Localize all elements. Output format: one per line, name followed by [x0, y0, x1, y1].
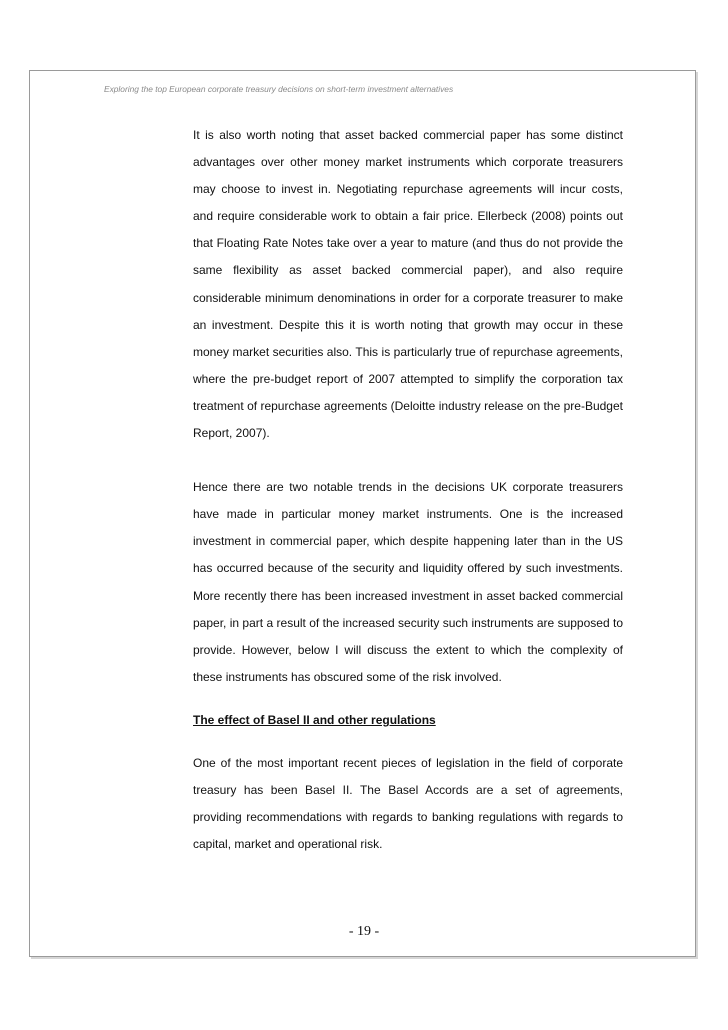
page-number: - 19 - — [348, 924, 380, 939]
body-paragraph: It is also worth noting that asset backed commercial paper has some distinct advantages over other money market instruments which corporate treasurers may choose to invest in. Negotiating repurchase agreements will incur costs, and require considerable work to obtain a fair price. Ellerbeck (2008) points out that Floating Rate Notes take over a year to mature (and thus do not provide the same flexibility as asset backed commercial paper), and also require considerable minimum denominations in order for a corporate treasurer to make an investment. Despite this it is worth noting that growth may occur in these money market securities also. This is particularly true of repurchase agreements, where the pre-budget report of 2007 attempted to simplify the corporation tax treatment of repurchase agreements (Deloitte industry release on the pre-Budget Report, 2007). — [193, 128, 623, 441]
body-paragraph: One of the most important recent pieces of legislation in the field of corporate treasury has been Basel II. The Basel Accords are a set of agreements, providing recommendations with regards to banking regulations with regards to capital, market and operational risk. — [193, 755, 623, 852]
section-heading: The effect of Basel II and other regulations — [193, 712, 436, 727]
page-body — [193, 122, 623, 858]
body-paragraph: Hence there are two notable trends in the decisions UK corporate treasurers have made in particular money market instruments. One is the increased investment in commercial paper, which despite happening later than in the US has occurred because of the security and liquidity offered by such investments. More recently there has been increased investment in asset backed commercial paper, in part a result of the increased security such instruments are supposed to provide. However, below I will discuss the extent to which the complexity of these instruments has obscured some of the risk involved. — [193, 480, 623, 684]
running-header: Exploring the top European corporate treasury decisions on short-term investment alternatives — [104, 84, 454, 94]
